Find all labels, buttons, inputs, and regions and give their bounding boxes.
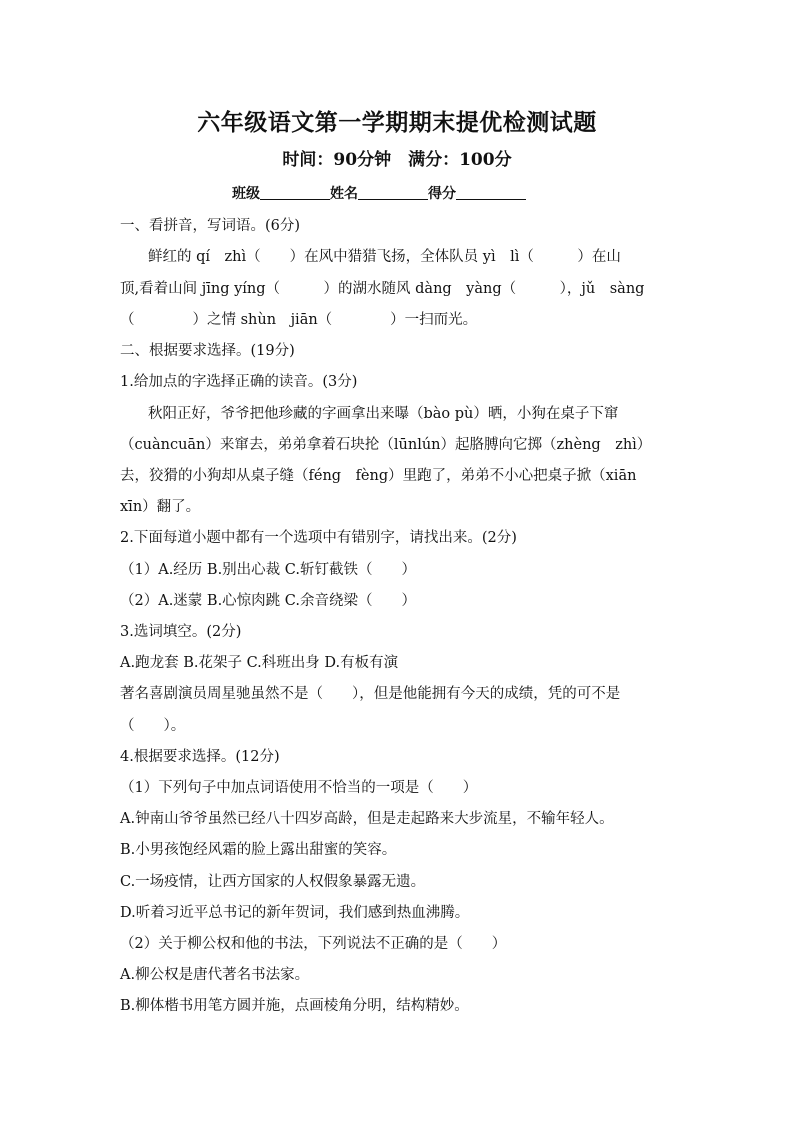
question-1-line-3: 去，狡猾的小狗却从桌子缝（féng fèng）里跑了，弟弟不小心把桌子掀（xiān xyxy=(120,468,637,484)
score-label: 得分 xyxy=(428,186,456,202)
exam-subtitle: 时间：90分钟 满分：100分 xyxy=(282,150,512,170)
question-2-item-2: （2）A.迷蒙 B.心惊肉跳 C.余音绕梁（ ） xyxy=(120,593,416,609)
question-2-heading: 2.下面每道小题中都有一个选项中有错别字，请找出来。(2分) xyxy=(120,530,517,546)
class-label: 班级 xyxy=(232,186,260,202)
question-3-sentence-1: 著名喜剧演员周星驰虽然不是（ ），但是他能拥有今天的成绩，凭的可不是 xyxy=(120,686,621,702)
exam-title: 六年级语文第一学期期末提优检测试题 xyxy=(197,109,597,136)
question-1-line-4: xīn）翻了。 xyxy=(120,499,201,515)
student-info-line xyxy=(232,183,526,203)
question-1-line-1: 秋阳正好，爷爷把他珍藏的字画拿出来曝（bào pù）晒，小狗在桌子下窜 xyxy=(148,406,619,422)
name-label: 姓名 xyxy=(330,186,358,202)
question-3-options: A.跑龙套 B.花架子 C.科班出身 D.有板有演 xyxy=(120,655,399,671)
question-3-sentence-2: （ ）。 xyxy=(120,718,186,734)
score-blank[interactable] xyxy=(456,185,526,200)
section-2-heading: 二、根据要求选择。(19分) xyxy=(120,343,295,359)
question-4-2-option-a: A.柳公权是唐代著名书法家。 xyxy=(120,967,310,983)
pinyin-line-3: （ ）之情 shùn jiān（ ）一扫而光。 xyxy=(120,312,478,328)
question-4-1-stem: （1）下列句子中加点词语使用不恰当的一项是（ ） xyxy=(120,780,478,796)
pinyin-line-2: 顶,看着山间 jīng yíng（ ）的湖水随风 dàng yàng（ ），jǔ sàng xyxy=(120,281,645,297)
section-1-heading: 一、看拼音，写词语。(6分) xyxy=(120,218,301,234)
question-2-item-1: （1）A.经历 B.别出心裁 C.斩钉截铁（ ） xyxy=(120,562,416,578)
question-4-2-stem: （2）关于柳公权和他的书法，下列说法不正确的是（ ） xyxy=(120,936,507,952)
question-4-1-option-b: B.小男孩饱经风霜的脸上露出甜蜜的笑容。 xyxy=(120,842,397,858)
question-4-1-option-c: C.一场疫情，让西方国家的人权假象暴露无遗。 xyxy=(120,874,426,890)
question-4-1-option-d: D.听着习近平总书记的新年贺词，我们感到热血沸腾。 xyxy=(120,905,470,921)
question-3-heading: 3.选词填空。(2分) xyxy=(120,624,242,640)
question-4-1-option-a: A.钟南山爷爷虽然已经八十四岁高龄，但是走起路来大步流星，不输年轻人。 xyxy=(120,811,614,827)
class-blank[interactable] xyxy=(260,185,330,200)
pinyin-line-1: 鲜红的 qí zhì（ ）在风中猎猎飞扬，全体队员 yì lì（ ）在山 xyxy=(148,249,621,265)
question-1-heading: 1.给加点的字选择正确的读音。(3分) xyxy=(120,374,358,390)
question-4-heading: 4.根据要求选择。(12分) xyxy=(120,749,280,765)
name-blank[interactable] xyxy=(358,185,428,200)
question-4-2-option-b: B.柳体楷书用笔方圆并施，点画棱角分明，结构精妙。 xyxy=(120,998,469,1014)
question-1-line-2: （cuàncuān）来窜去，弟弟拿着石块抡（lūnlún）起胳膊向它掷（zhèng zhì） xyxy=(120,437,652,453)
